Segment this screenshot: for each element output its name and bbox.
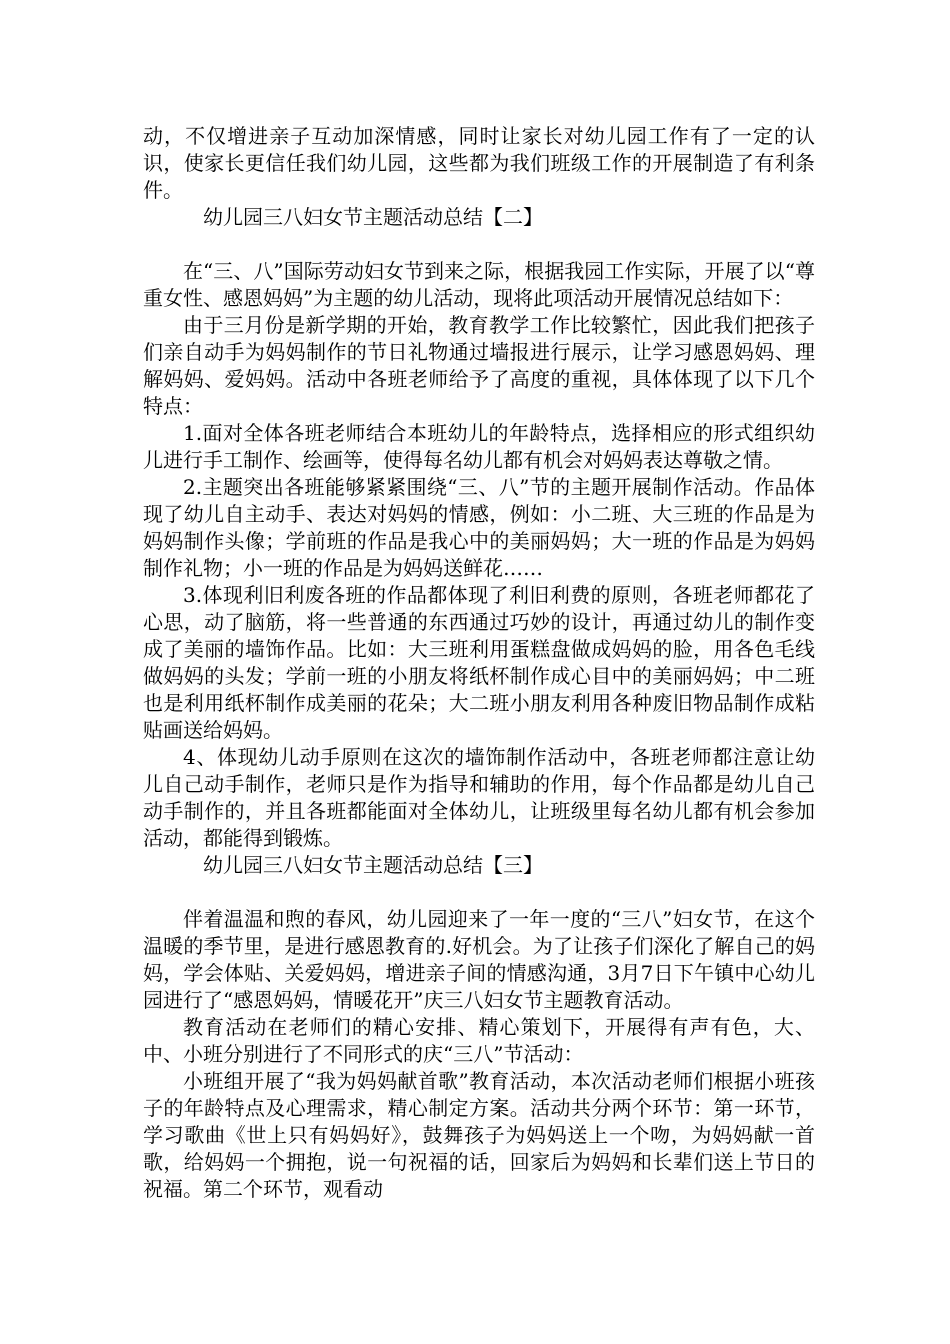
list-item-paragraph: 3.体现利旧利废各班的作品都体现了利旧利费的原则，各班老师都花了心思，动了脑筋，将一些普通的东西通过巧妙的设计，再通过幼儿的制作变成了美丽的墙饰作品。比如：大三班利用蛋糕盘做成妈妈的脸，用各色毛线做妈妈的头发；学前一班的小朋友将纸杯制作成心目中的美丽妈妈；中二班也是利用纸杯制作成美丽的花朵；大二班小朋友利用各种废旧物品制作成粘贴画送给妈妈。 xyxy=(143,583,815,742)
paragraph: 伴着温温和煦的春风，幼儿园迎来了一年一度的“三八”妇女节，在这个温暖的季节里，是进行感恩教育的.好机会。为了让孩子们深化了解自己的妈妈，学会体贴、关爱妈妈，增进亲子间的情感沟通，3月7日下午镇中心幼儿园进行了“感恩妈妈，情暖花开”庆三八妇女节主题教育活动。 xyxy=(143,907,815,1012)
list-item-paragraph: 2.主题突出各班能够紧紧围绕“三、八”节的主题开展制作活动。作品体现了幼儿自主动手、表达对妈妈的情感，例如：小二班、大三班的作品是为妈妈制作头像；学前班的作品是我心中的美丽妈妈；大一班的作品是为妈妈制作礼物；小一班的作品是为妈妈送鲜花…… xyxy=(143,475,815,580)
section-title-3: 幼儿园三八妇女节主题活动总结【三】 xyxy=(203,853,543,877)
paragraph: 教育活动在老师们的精心安排、精心策划下，开展得有声有色，大、中、小班分别进行了不同形式的庆“三八”节活动： xyxy=(143,1015,815,1066)
blank-line xyxy=(143,879,815,906)
paragraph: 在“三、八”国际劳动妇女节到来之际，根据我园工作实际，开展了以“尊重女性、感恩妈妈”为主题的幼儿活动，现将此项活动开展情况总结如下： xyxy=(143,259,815,310)
opening-paragraph: 动，不仅增进亲子互动加深情感，同时让家长对幼儿园工作有了一定的认识，使家长更信任我们幼儿园，这些都为我们班级工作的开展制造了有利条件。 xyxy=(143,124,815,202)
paragraph: 小班组开展了“我为妈妈献首歌”教育活动，本次活动老师们根据小班孩子的年龄特点及心理需求，精心制定方案。活动共分两个环节：第一环节，学习歌曲《世上只有妈妈好》，鼓舞孩子为妈妈送上一个吻，为妈妈献一首歌，给妈妈一个拥抱，说一句祝福的话，回家后为妈妈和长辈们送上节日的祝福。第二个环节，观看动 xyxy=(143,1069,815,1201)
document-body xyxy=(143,123,815,1203)
blank-line xyxy=(143,231,815,258)
list-item-paragraph: 1.面对全体各班老师结合本班幼儿的年龄特点，选择相应的形式组织幼儿进行手工制作、绘画等，使得每名幼儿都有机会对妈妈表达尊敬之情。 xyxy=(143,421,815,472)
section-title-2: 幼儿园三八妇女节主题活动总结【二】 xyxy=(203,205,543,229)
list-item-paragraph: 4、体现幼儿动手原则在这次的墙饰制作活动中，各班老师都注意让幼儿自己动手制作，老师只是作为指导和辅助的作用，每个作品都是幼儿自己动手制作的，并且各班都能面对全体幼儿，让班级里每名幼儿都有机会参加活动，都能得到锻炼。 xyxy=(143,745,815,850)
paragraph: 由于三月份是新学期的开始，教育教学工作比较繁忙，因此我们把孩子们亲自动手为妈妈制作的节日礼物通过墙报进行展示，让学习感恩妈妈、理解妈妈、爱妈妈。活动中各班老师给予了高度的重视，具体体现了以下几个特点： xyxy=(143,313,815,418)
